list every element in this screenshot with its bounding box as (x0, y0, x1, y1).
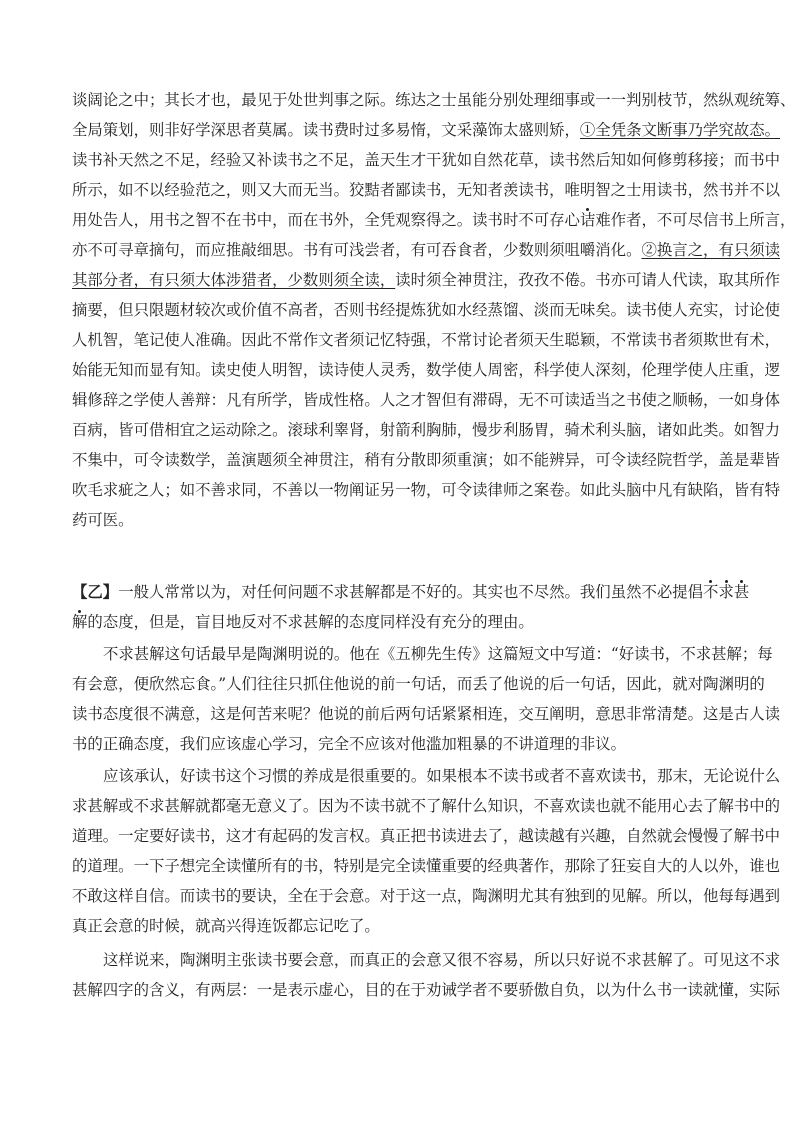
text-line: 读书补天然之不足，经验又补读书之不足，盖天生才干犹如自然花草，读书然后知如何修剪移接；而书中 (72, 151, 780, 169)
text-line: 有会意，便欣然忘食。”人们往往只抓住他说的前一句话，而丢了他说的后一句话，因此，就对陶渊明的 (72, 675, 765, 693)
text-segment: 读时须全神贯注，孜孜不倦。书亦可请人代读，取其所作 (395, 271, 780, 289)
text-segment: 亦不可寻章摘句，而应推敲细思。书有可浅尝者，有可吞食者，少数则须咀嚼消化。 (72, 241, 642, 259)
emphasized-character: 解 (72, 613, 88, 631)
text-line: 人机智，笔记使人准确。因此不常作文者须记忆特强，不常讨论者须天生聪颖，不常读书者须欺世有术， (72, 331, 780, 349)
passage-yi-paragraph-4 (72, 945, 781, 1005)
text-line (72, 265, 780, 295)
text-line (72, 205, 796, 235)
text-line (72, 607, 728, 637)
text-line: 的道理。一下子想完全读懂所有的书，特别是完全读懂重要的经典著作，那除了狂妄自大的人以外，谁也 (72, 857, 780, 875)
text-line: 应该承认，好读书这个习惯的养成是很重要的。如果根本不读书或者不喜欢读书，那末，无论说什么 (103, 767, 781, 785)
text-line: 辑修辞之学使人善辩：凡有所学，皆成性格。人之才智但有滞碍，无不可读适当之书使之顺畅，一如身体 (72, 391, 780, 409)
text-line: 读书态度很不满意，这是何苦来呢？他说的前后两句话紧紧相连，交互阐明，意思非常清楚。这是古人读 (72, 705, 780, 723)
text-line: 道理。一定要好读书，这才有起码的发言权。真正把书读进去了，越读越有兴趣，自然就会慢慢了解书中 (72, 827, 780, 845)
text-line: 甚解四字的含义，有两层：一是表示虚心，目的在于劝诫学者不要骄傲自负，以为什么书一读就懂，实际 (72, 981, 780, 999)
text-line: 不集中，可令读数学，盖演题须全神贯注，稍有分散即须重演；如不能辨异，可令读经院哲学，盖是辈皆 (72, 451, 780, 469)
text-line: 摘要，但只限题材较次或价值不高者，否则书经提炼犹如水经蒸馏、淡而无味矣。读书使人充实，讨论使 (72, 301, 780, 319)
emphasized-character: 求 (718, 583, 734, 601)
text-line: 求甚解或不求甚解就都毫无意义了。因为不读书就不了解什么知识，不喜欢读也就不能用心去了解书中的 (72, 797, 780, 815)
text-line: 吹毛求疵之人；如不善求同，不善以一物阐证另一物，可令读律师之案卷。如此头脑中凡有缺陷，皆有特 (72, 481, 780, 499)
underlined-sentence-1: ①全凭条文断事乃学究故态。 (579, 121, 780, 139)
text-segment: 难作者，不可尽信书上所言， (595, 211, 796, 229)
text-line: 谈阔论之中；其长才也，最见于处世判事之际。练达之士虽能分别处理细事或一一判别枝节，然纵观统筹、 (72, 91, 796, 109)
underlined-sentence-2: ②换言之，有只须读 (641, 241, 780, 259)
text-line: 不求甚解这句话最早是陶渊明说的。他在《五柳先生传》这篇短文中写道：“好读书，不求甚解；每 (103, 645, 773, 663)
text-line: 百病，皆可借相宜之运动除之。滚球利睾肾，射箭利胸肺，慢步利肠胃，骑术利头脑，诸如此类。如智力 (72, 421, 780, 439)
emphasized-character: 不 (703, 583, 719, 601)
text-line: 始能无知而显有知。读史使人明智，读诗使人灵秀，数学使人周密，科学使人深刻，伦理学使人庄重，逻 (72, 361, 780, 379)
emphasized-character: 诘 (579, 211, 596, 229)
text-line: 所示，如不以经验范之，则又大而无当。狡黠者鄙读书，无知者羡读书，唯明智之士用读书，然书并不以 (72, 181, 780, 199)
text-line: 这样说来，陶渊明主张读书要会意，而真正的会意又很不容易，所以只好说不求甚解了。可见这不求 (103, 951, 781, 969)
passage-yi-label: 【乙】 (72, 583, 119, 601)
text-line: 药可医。 (72, 511, 134, 529)
text-line (72, 577, 750, 607)
text-segment: 用处告人，用书之智不在书中，而在书外，全凭观察得之。读书时不可存心 (72, 211, 580, 229)
passage-yi-paragraph-3 (72, 761, 781, 941)
text-line (72, 235, 780, 265)
text-segment: 全局策划，则非好学深思者莫属。读书费时过多易惰，文采藻饰太盛则矫， (72, 121, 580, 139)
passage-yi-paragraph-2 (72, 639, 780, 759)
underlined-sentence-2-cont: 其部分者，有只须大体涉猎者，少数则须全读， (72, 271, 396, 289)
text-segment: 一般人常常以为，对任何问题不求甚解都是不好的。其实也不尽然。我们虽然不必提倡 (118, 583, 704, 601)
text-line (72, 115, 780, 145)
text-line: 不敢这样自信。而读书的要诀，全在于会意。对于这一点，陶渊明尤其有独到的见解。所以，他每每遇到 (72, 887, 780, 905)
emphasized-character: 甚 (733, 583, 750, 601)
text-segment: 的态度，但是，盲目地反对不求甚解的态度同样没有充分的理由。 (87, 613, 534, 631)
passage-yi-paragraph-1 (72, 577, 750, 637)
text-line: 真正会意的时候，就高兴得连饭都忘记吃了。 (72, 917, 380, 935)
text-line: 书的正确态度，我们应该虚心学习，完全不应该对他滥加粗暴的不讲道理的非议。 (72, 735, 627, 753)
passage-jia (72, 85, 796, 535)
